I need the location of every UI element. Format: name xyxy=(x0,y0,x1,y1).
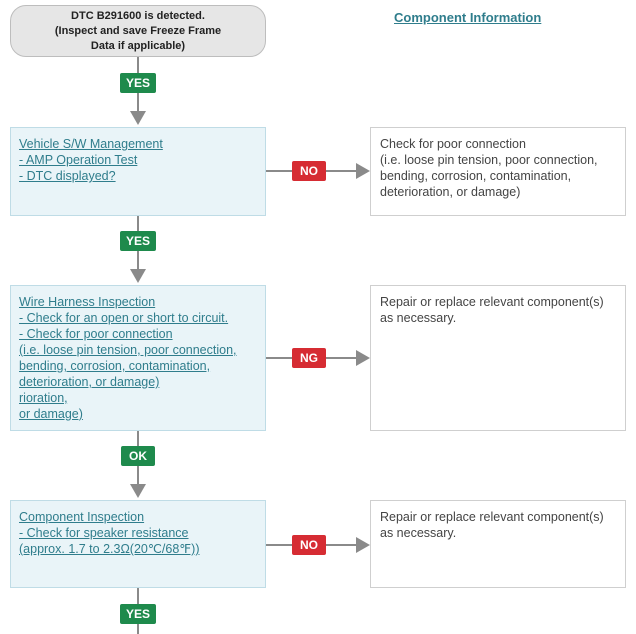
connector-line xyxy=(137,624,139,634)
step-link[interactable]: Wire Harness Inspection xyxy=(19,295,156,309)
result-repair-replace-harness xyxy=(370,285,626,431)
arrow-right-icon xyxy=(356,537,370,553)
step-link[interactable]: deterioration, or damage) xyxy=(19,375,160,389)
step-link[interactable]: (approx. 1.7 to 2.3Ω(20℃/68℉)) xyxy=(19,542,200,556)
no-badge: NO xyxy=(292,535,326,555)
connector-line xyxy=(137,466,139,484)
connector-line xyxy=(137,216,139,231)
connector-line xyxy=(137,431,139,446)
arrow-down-icon xyxy=(130,484,146,498)
step-wire-harness-inspection[interactable] xyxy=(10,285,266,431)
connector-line xyxy=(137,57,139,73)
connector-line xyxy=(137,93,139,111)
connector-line xyxy=(137,588,139,604)
arrow-down-icon xyxy=(130,111,146,125)
connector-line xyxy=(266,170,292,172)
yes-badge: YES xyxy=(120,604,156,624)
step-link[interactable]: (i.e. loose pin tension, poor connection, xyxy=(19,343,237,357)
no-badge: NO xyxy=(292,161,326,181)
step-link[interactable]: bending, corrosion, contamination, xyxy=(19,359,211,373)
step-link[interactable]: - Check for an open or short to circuit. xyxy=(19,311,229,325)
ok-badge: OK xyxy=(121,446,155,466)
step-link[interactable]: - DTC displayed? xyxy=(19,169,116,183)
start-line: DTC B291600 is detected. xyxy=(71,9,205,22)
arrow-right-icon xyxy=(356,163,370,179)
arrow-down-icon xyxy=(130,269,146,283)
step-vehicle-sw-management[interactable] xyxy=(10,127,266,216)
connector-line xyxy=(326,170,356,172)
connector-line xyxy=(266,544,292,546)
step-component-inspection[interactable] xyxy=(10,500,266,588)
yes-badge: YES xyxy=(120,73,156,93)
step-link[interactable]: Component Inspection xyxy=(19,510,145,524)
step-link[interactable]: rioration, xyxy=(19,391,68,405)
yes-badge: YES xyxy=(120,231,156,251)
step-link[interactable]: - Check for speaker resistance xyxy=(19,526,189,540)
result-line: bending, corrosion, contamination, xyxy=(380,169,572,183)
result-line: deterioration, or damage) xyxy=(380,185,521,199)
ng-badge: NG xyxy=(292,348,326,368)
start-line: (Inspect and save Freeze Frame xyxy=(54,24,222,37)
start-line: Data if applicable) xyxy=(90,39,186,52)
step-link[interactable]: - AMP Operation Test xyxy=(19,153,138,167)
result-line: (i.e. loose pin tension, poor connection, xyxy=(380,153,598,167)
result-line: as necessary. xyxy=(380,311,457,325)
result-line: as necessary. xyxy=(380,526,457,540)
result-check-poor-connection xyxy=(370,127,626,216)
arrow-right-icon xyxy=(356,350,370,366)
connector-line xyxy=(326,544,356,546)
step-link[interactable]: Vehicle S/W Management xyxy=(19,137,163,151)
connector-line xyxy=(266,357,292,359)
component-information-link[interactable]: Component Information xyxy=(394,10,542,25)
step-link[interactable]: or damage) xyxy=(19,407,83,421)
connector-line xyxy=(137,251,139,269)
step-link[interactable]: - Check for poor connection xyxy=(19,327,173,341)
result-line: Check for poor connection xyxy=(380,137,526,151)
connector-line xyxy=(326,357,356,359)
result-line: Repair or replace relevant component(s) xyxy=(380,510,604,524)
result-repair-replace-component xyxy=(370,500,626,588)
result-line: Repair or replace relevant component(s) xyxy=(380,295,604,309)
start-node xyxy=(10,5,266,57)
